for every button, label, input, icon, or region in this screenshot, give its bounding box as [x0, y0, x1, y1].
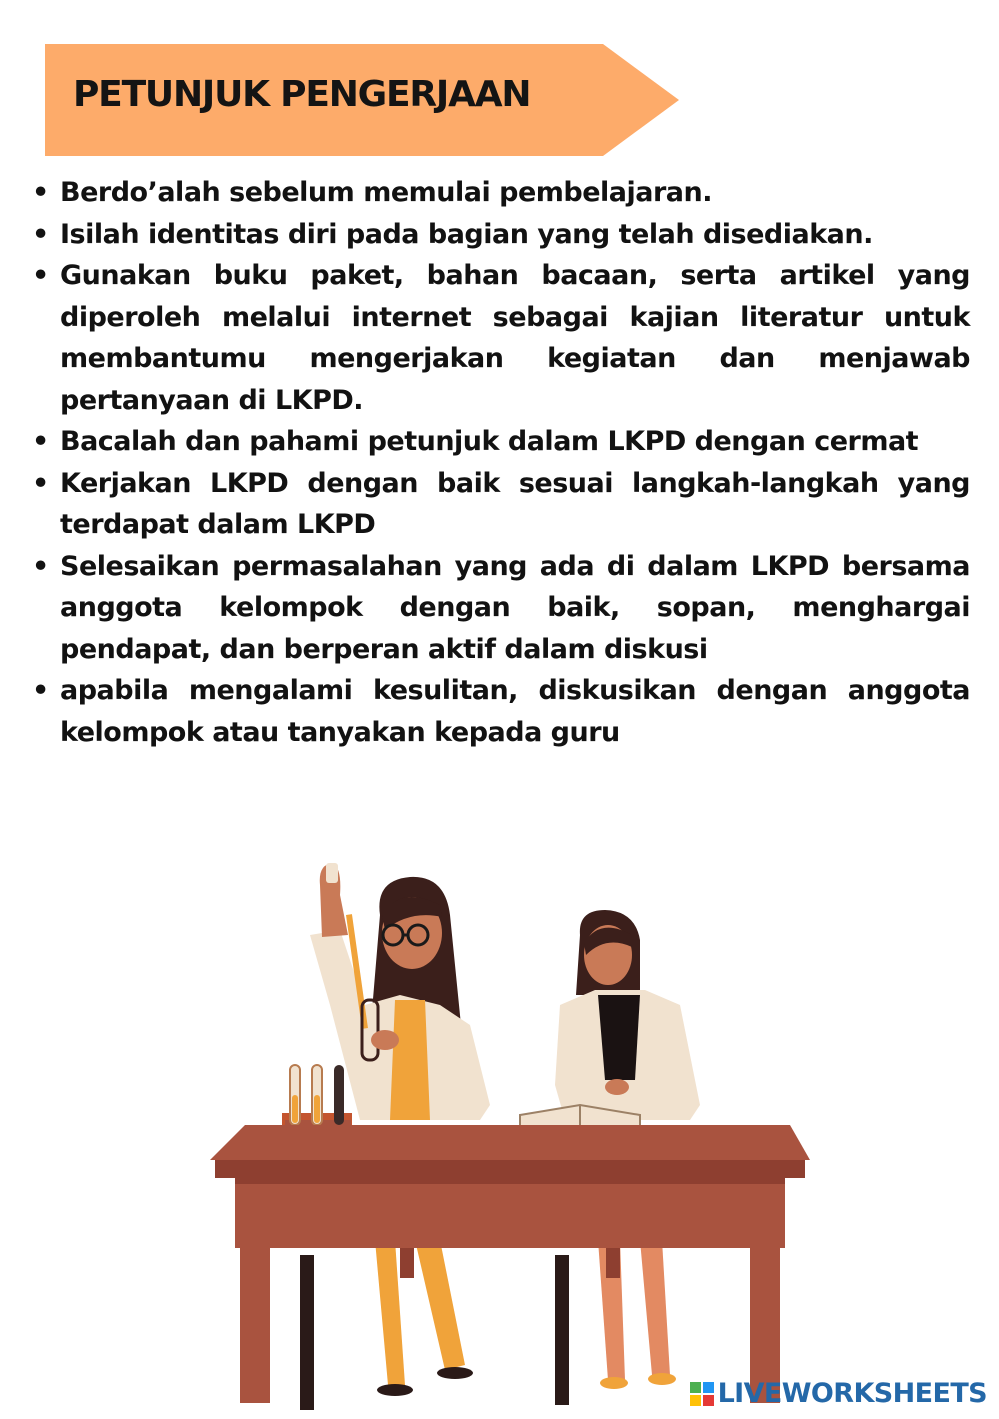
list-item: [26, 421, 970, 463]
instruction-list: [26, 172, 970, 753]
list-item: [26, 255, 970, 421]
watermark-text: LIVEWORKSHEETS: [717, 1378, 987, 1409]
bullet-icon: •: [32, 675, 49, 706]
liveworksheets-logo-icon: [690, 1382, 714, 1406]
bullet-icon: •: [32, 260, 49, 291]
illustration-graphic: [200, 855, 820, 1415]
page-title: PETUNJUK PENGERJAAN: [73, 74, 531, 115]
instruction-text: Berdo’alah sebelum memulai pembelajaran.: [60, 177, 712, 208]
list-item: [26, 463, 970, 546]
bullet-icon: •: [32, 550, 49, 582]
bullet-icon: •: [32, 177, 49, 208]
instruction-text: Isilah identitas diri pada bagian yang telah disediakan.: [60, 218, 873, 250]
instruction-text: apabila mengalami kesulitan, diskusikan dengan anggota kelompok atau tanyakan kepada guru: [60, 675, 970, 748]
instruction-text: Kerjakan LKPD dengan baik sesuai langkah-langkah yang terdapat dalam LKPD: [60, 467, 970, 540]
list-item: [26, 172, 970, 214]
list-item: [26, 670, 970, 753]
bullet-icon: •: [32, 467, 49, 499]
list-item: [26, 214, 970, 256]
title-banner: [45, 44, 679, 156]
bullet-icon: •: [32, 426, 49, 457]
list-item: [26, 546, 970, 671]
instruction-text: Gunakan buku paket, bahan bacaan, serta artikel yang diperoleh melalui internet sebagai kajian literatur untuk membantumu mengerjakan kegiatan dan menjawab pertanyaan di LKPD.: [60, 260, 970, 416]
students-lab-illustration: [200, 855, 820, 1415]
bullet-icon: •: [32, 218, 49, 250]
liveworksheets-watermark: [690, 1378, 987, 1409]
instruction-text: Selesaikan permasalahan yang ada di dalam LKPD bersama anggota kelompok dengan baik, sopan, menghargai pendapat, dan berperan aktif dalam diskusi: [60, 550, 970, 665]
instruction-text: Bacalah dan pahami petunjuk dalam LKPD dengan cermat: [60, 426, 919, 457]
